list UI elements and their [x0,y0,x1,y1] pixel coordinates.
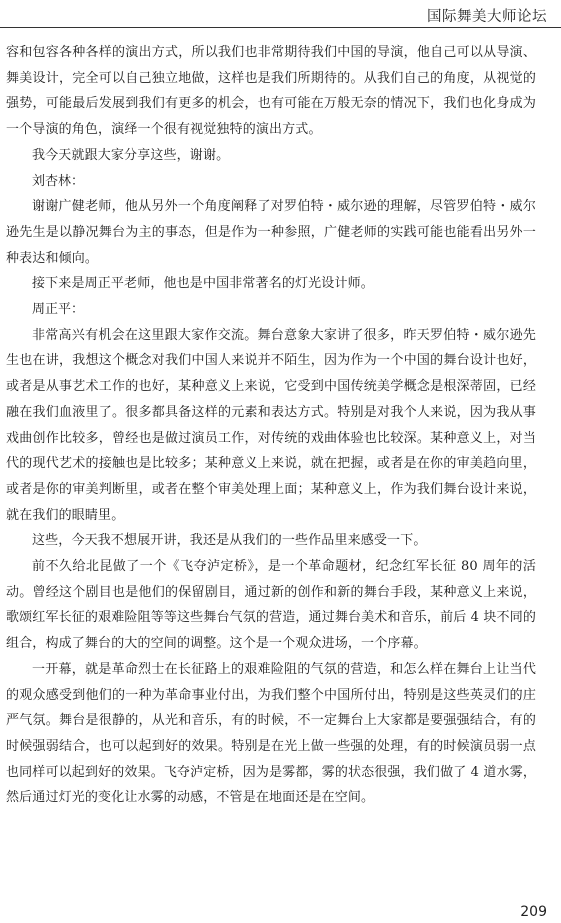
body-text [6,40,536,811]
speaker-name: 刘杏林： [32,173,85,189]
page-number: 209 [520,904,547,920]
paragraph: 一开幕，就是革命烈士在长征路上的艰难险阻的气氛的营造，和怎么样在舞台上让当代的观众感受到他们的一种为革命事业付出，为我们整个中国所付出，特别是这些英灵们的庄严气氛。舞台是很静的，从光和音乐，有的时候，不一定舞台上大家都是要强强结合，有的时候强弱结合，也可以起到好的效果。特别是在光上做一些强的处理，有的时候演员弱一点也同样可以起到好的效果。飞夺泸定桥，因为是雾都，雾的状态很强，我们做了 4 道水雾，然后通过灯光的变化让水雾的动感，不管是在地面还是在空间。 [6,661,536,806]
running-header-title: 国际舞美大师论坛 [427,9,547,25]
paragraph: 谢谢广健老师，他从另外一个角度阐释了对罗伯特・威尔逊的理解，尽管罗伯特・威尔逊先生是以静况舞台为主的事态，但是作为一种参照，广健老师的实践可能也能看出另外一种表达和倾向。 [6,199,536,266]
paragraph: 容和包容各种各样的演出方式，所以我们也非常期待我们中国的导演，他自己可以从导演、舞美设计，完全可以自己独立地做，这样也是我们所期待的。从我们自己的角度，从视觉的强势，可能最后发展到我们有更多的机会，也有可能在万般无奈的情况下，我们也化身成为一个导演的角色，演绎一个很有视觉独特的演出方式。 [6,45,536,138]
paragraph: 我今天就跟大家分享这些，谢谢。 [32,147,230,163]
speaker-name: 周正平： [32,302,85,318]
paragraph: 这些，今天我不想展开讲，我还是从我们的一些作品里来感受一下。 [32,533,427,549]
paragraph: 非常高兴有机会在这里跟大家作交流。舞台意象大家讲了很多，昨天罗伯特・威尔逊先生也在讲，我想这个概念对我们中国人来说并不陌生，因为作为一个中国的舞台设计也好，或者是从事艺术工作的也好，某种意义上来说，它受到中国传统美学概念是根深蒂固，已经融在我们血液里了。很多都具备这样的元素和表达方式。特别是对我个人来说，因为我从事戏曲创作比较多，曾经也是做过演员工作，对传统的戏曲体验也比较深。某种意义上，对当代的现代艺术的接触也是比较多；某种意义上来说，就在把握，或者是在你的审美趋向里，或者是你的审美判断里，或者在整个审美处理上面；某种意义上，作为我们舞台设计来说，就在我们的眼睛里。 [6,327,536,523]
paragraph: 前不久给北昆做了一个《飞夺泸定桥》，是一个革命题材，纪念红军长征 80 周年的活动。曾经这个剧目也是他们的保留剧目，通过新的创作和新的舞台手段，某种意义上来说，歌颂红军长征的艰难险阻等等这些舞台气氛的营造，通过舞台美术和音乐，前后 4 块不同的组合，构成了舞台的大的空间的调整。这个是一个观众进场，一个序幕。 [6,559,536,652]
paragraph: 接下来是周正平老师，他也是中国非常著名的灯光设计师。 [32,276,374,292]
header-divider [0,27,561,28]
